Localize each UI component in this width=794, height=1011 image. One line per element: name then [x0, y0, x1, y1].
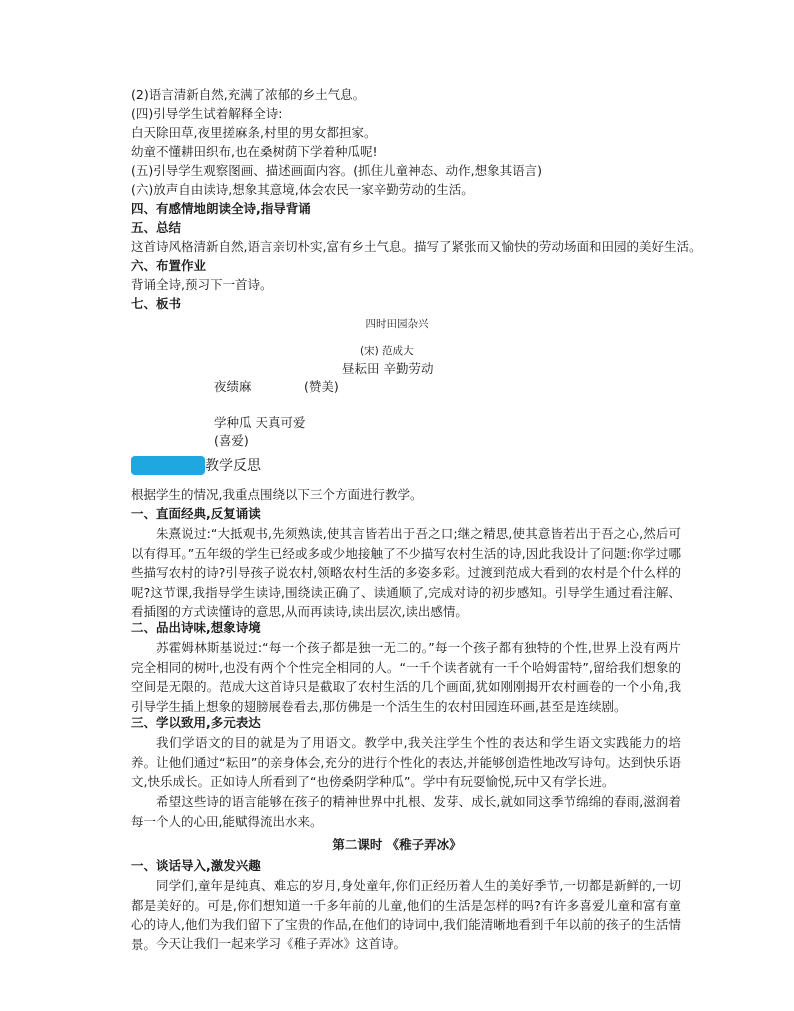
- reflection-intro: 根据学生的情况,我重点围绕以下三个方面进行教学。: [131, 487, 423, 502]
- section-heading-six: 六、布置作业: [131, 258, 207, 273]
- board-row-farming: 昼耘田 辛勤劳动: [342, 361, 434, 376]
- section-heading-five: 五、总结: [131, 220, 182, 235]
- reflection-paragraph-one: 朱熹说过:“大抵观书,先须熟读,使其言皆若出于吾之口;继之精思,使其意皆若出于吾之心,然后可以有得耳。”五年级的学生已经或多或少地接触了不少描写农村生活的诗,因此我设计了问题:你学过哪些描写农村的诗?引导孩子说农村,领略农村生活的多姿多彩。过渡到范成大看到的农村是个什么样的呢?这节课,我指导学生读诗,围绕读正确了、读通顺了,完成对诗的初步感知。引导学生通过看注解、看插图的方式读懂诗的意思,从而再读诗,读出层次,读出感情。: [131, 526, 681, 620]
- board-row-weaving: 夜绩麻: [214, 379, 252, 394]
- board-title: 四时田园杂兴: [365, 318, 429, 330]
- text-line-step-six: (六)放声自由读诗,想象其意境,体会农民一家辛勤劳动的生活。: [131, 182, 474, 197]
- lesson-two-paragraph-one: 同学们,童年是纯真、难忘的岁月,身处童年,你们正经历着人生的美好季节,一切都是新鲜的,一切都是美好的。可是,你们想知道一千多年前的儿童,他们的生活是怎样的吗?有许多喜爱儿童和富有童心的诗人,他们为我们留下了宝贵的作品,在他们的诗词中,我们能清晰地看到千年以前的孩子的生活情景。: [131, 878, 681, 952]
- reflection-heading: 教学反思: [205, 458, 261, 474]
- lesson-two-paragraph-two: 今天让我们一起来学习《稚子弄冰》这首诗。: [156, 936, 407, 951]
- reflection-paragraph-four: 希望这些诗的语言能够在孩子的精神世界中扎根、发芽、成长,就如同这季节绵绵的春雨,滋润着每一个人的心田,能赋得流出水来。: [131, 794, 681, 829]
- board-love-label: (喜爱): [214, 433, 249, 448]
- reflection-paragraph-three: 我们学语文的目的就是为了用语文。教学中,我关注学生个性的表达和学生语文实践能力的培养。让他们通过“耘田”的亲身体会,充分的进行个性化的表达,并能够创造性地改写诗句。达到快乐语文,快乐成长。正如诗人所看到了“也傍桑阴学种瓜”。学中有玩耍愉悦,玩中又有学长进。: [131, 735, 681, 790]
- board-author: (宋) 范成大: [360, 345, 414, 357]
- text-line-translation-1: 白天除田草,夜里搓麻条,村里的男女都担家。: [131, 125, 377, 140]
- text-line-translation-2: 幼童不懂耕田织布,也在桑树荫下学着种瓜呢!: [131, 144, 378, 159]
- reflection-paragraph-two: 苏霍姆林斯基说过:“每一个孩子都是独一无二的。”每一个孩子都有独特的个性,世界上没有两片完全相同的树叶,也没有两个个性完全相同的人。“一千个读者就有一千个哈姆雷特”,留给我们想象的空间是无限的。范成大这首诗只是截取了农村生活的几个画面,犹如刚刚揭开农村画卷的一个小角,我引导学生插上想象的翅膀展卷看去,那仿佛是一个活生生的农村田园连环画,甚至是连续剧。: [131, 640, 681, 714]
- text-line-step-five: (五)引导学生观察图画、描述画面内容。(抓住儿童神态、动作,想象其语言): [131, 163, 542, 178]
- board-row-melon: 学种瓜 天真可爱: [214, 415, 306, 430]
- section-badge: [131, 456, 205, 475]
- section-heading-four: 四、有感情地朗读全诗,指导背诵: [131, 201, 311, 216]
- summary-text: 这首诗风格清新自然,语言亲切朴实,富有乡土气息。描写了紧张而又愉快的劳动场面和田园的美好生活。: [131, 239, 702, 254]
- lesson-two-heading-one: 一、谈话导入,激发兴趣: [131, 858, 261, 873]
- reflection-heading-one: 一、直面经典,反复诵读: [131, 506, 261, 521]
- board-praise-label: (赞美): [304, 379, 339, 394]
- reflection-heading-two: 二、品出诗味,想象诗境: [131, 620, 261, 635]
- lesson-two-title: 第二课时 《稚子弄冰》: [332, 837, 462, 852]
- homework-text: 背诵全诗,预习下一首诗。: [131, 277, 273, 292]
- text-line-language: (2)语言清新自然,充满了浓郁的乡土气息。: [131, 87, 366, 102]
- text-line-step-four: (四)引导学生试着解释全诗:: [131, 106, 283, 121]
- section-heading-seven: 七、板书: [131, 296, 182, 311]
- reflection-heading-three: 三、学以致用,多元表达: [131, 715, 261, 730]
